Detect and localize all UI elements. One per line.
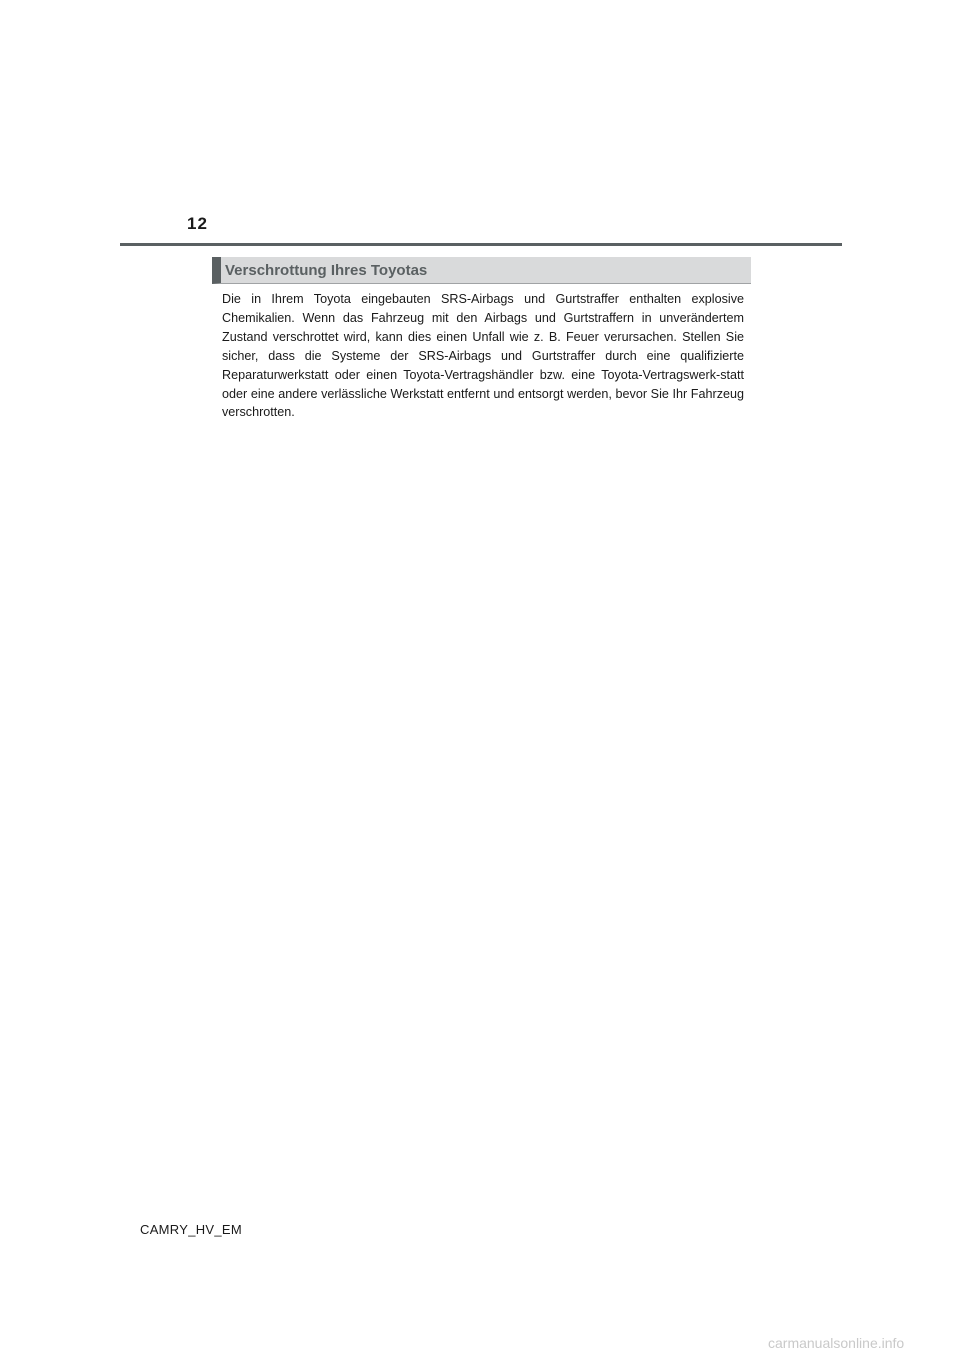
- footer-document-code: CAMRY_HV_EM: [140, 1222, 243, 1237]
- page-number: 12: [187, 214, 208, 233]
- watermark-text: carmanualsonline.info: [768, 1335, 905, 1351]
- section-heading: [212, 257, 751, 284]
- section-body-text: Die in Ihrem Toyota eingebauten SRS-Airbags und Gurtstraffer enthalten explosive Chemikalien. Wenn das Fahrzeug mit den Airbags und Gurtstraffern in unverändertem Zustand verschrottet wird, kann dies einen Unfall wie z. B. Feuer verursachen. Stellen Sie sicher, dass die Systeme der SRS-Airbags und Gurtstraffer durch eine qualifizierte Reparaturwerkstatt oder einen Toyota-Vertragshändler bzw. eine Toyota-Vertragswerk-statt oder eine andere verlässliche Werkstatt entfernt und entsorgt werden, bevor Sie Ihr Fahrzeug verschrotten.: [222, 292, 744, 420]
- header-rule: [120, 243, 842, 246]
- section-heading-title: Verschrottung Ihres Toyotas: [225, 262, 428, 279]
